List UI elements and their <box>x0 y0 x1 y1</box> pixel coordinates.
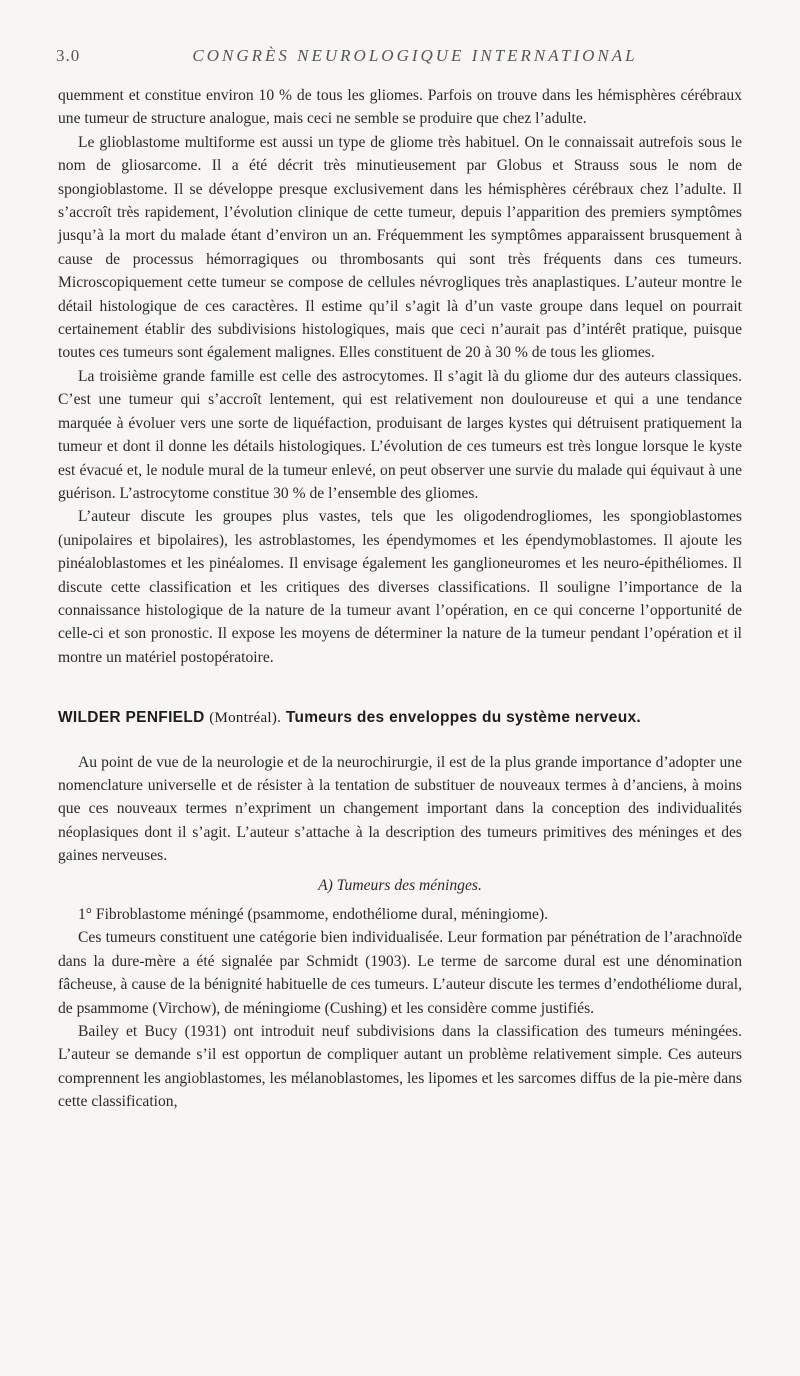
page-number: 3.0 <box>56 46 81 65</box>
paragraph-continuation: quemment et constitue environ 10 % de tous les gliomes. Parfois on trouve dans les hémisphères cérébraux une tumeur de structure analogue, mais ceci ne semble se produire que chez l’adulte. <box>58 87 742 128</box>
page-header <box>56 46 744 70</box>
article-body <box>58 84 742 1114</box>
paragraph-glioblastome: Le glioblastome multiforme est aussi un type de gliome très habituel. On le connaissait autrefois sous le nom de gliosarcome. Il a été décrit très minutieusement par Globus et Strauss sous le nom de spongioblastome. Il se développe presque exclusivement dans les hémisphères cérébraux chez l’adulte. Il s’accroît très rapidement, l’évolution clinique de cette tumeur, depuis l’apparition des premiers symptômes jusqu’à la mort du malade étant d’environ un an. Fréquemment les symptômes apparaissent brusquement à cause de processus hémorragiques ou thrombosants qui sont très fréquents dans ces tumeurs. Microscopiquement cette tumeur se compose de cellules névrogliques très anaplastiques. L’auteur montre le détail histologique de ces caractères. Il estime qu’il s’agit là d’un vaste groupe dans lequel on pourrait certainement établir des subdivisions histologiques, mais que ceci n’aurait pas d’intérêt pratique, puisque toutes ces tumeurs sont également malignes. Elles constituent de 20 à 30 % de tous les gliomes. <box>58 133 742 362</box>
paragraph-fibroblastome: 1° Fibroblastome méningé (psammome, endothéliome dural, méningiome). <box>78 906 549 923</box>
section-title: Tumeurs des enveloppes du système nerveux. <box>285 709 642 727</box>
paragraph-tumeurs-categorie: Ces tumeurs constituent une catégorie bien individualisée. Leur formation par pénétration de l’arachnoïde dans la dure-mère a été signalée par Schmidt (1903). Le terme de sarcome dural est une dénomination fâcheuse, à cause de la bénignité habituelle de ces tumeurs. L’auteur discute les termes d’endothéliome dural, de psammome (Virchow), de méningiome (Cushing) et les considère comme justifiés. <box>58 929 742 1017</box>
section-city: (Montréal). <box>209 710 282 727</box>
subsection-heading: A) Tumeurs des méninges. <box>318 876 482 894</box>
section-heading <box>58 706 742 730</box>
paragraph-classification: L’auteur discute les groupes plus vastes, tels que les oligodendrogliomes, les spongioblastomes (unipolaires et bipolaires), les astroblastomes, les épendymomes et les épendymoblastomes. Il ajoute les pinéaloblastomes et les pinéalomes. Il envisage également les ganglioneuromes et les neuro-épithéliomes. Il discute cette classification et les critiques des diverses classifications. Il souligne l’importance de la connaissance histologique de la nature de la tumeur avant l’opération, en ce qui concerne l’opportunité de celle-ci et son pronostic. Il expose les moyens de déterminer la nature de la tumeur pendant l’opération et il montre un matériel postopératoire. <box>58 508 742 666</box>
paragraph-astrocytomes: La troisième grande famille est celle des astrocytomes. Il s’agit là du gliome dur des auteurs classiques. C’est une tumeur qui s’accroît lentement, qui est relativement non douloureuse et qui a une tendance marquée à évoluer vers une sorte de liquéfaction, produisant de larges kystes qui détruisent pratiquement la tumeur et dont il donne les détails histologiques. L’évolution de ces tumeurs est très longue lorsque le kyste est évacué et, le nodule mural de la tumeur enlevé, on peut observer une survie du malade qui équivaut à une guérison. L’astrocytome constitue 30 % de l’ensemble des gliomes. <box>58 367 742 502</box>
paragraph-nomenclature: Au point de vue de la neurologie et de la neurochirurgie, il est de la plus grande importance d’adopter une nomenclature universelle et de résister à la tentation de substituer de nouveaux termes à d’anciens, à moins que ces nouveaux termes n’expriment un changement important dans la conception des individualités néoplasiques dont il s’agit. L’auteur s’attache à la description des tumeurs primitives des méninges et des gaines nerveuses. <box>58 753 742 865</box>
running-title: CONGRÈS NEUROLOGIQUE INTERNATIONAL <box>192 46 638 65</box>
section-author: WILDER PENFIELD <box>58 709 205 727</box>
paragraph-bailey-bucy: Bailey et Bucy (1931) ont introduit neuf subdivisions dans la classification des tumeurs méningées. L’auteur se demande s’il est opportun de compliquer autant un problème relativement simple. Ces auteurs comprennent les angioblastomes, les mélanoblastomes, les lipomes et les sarcomes diffus de la pie-mère dans cette classification, <box>58 1023 742 1111</box>
